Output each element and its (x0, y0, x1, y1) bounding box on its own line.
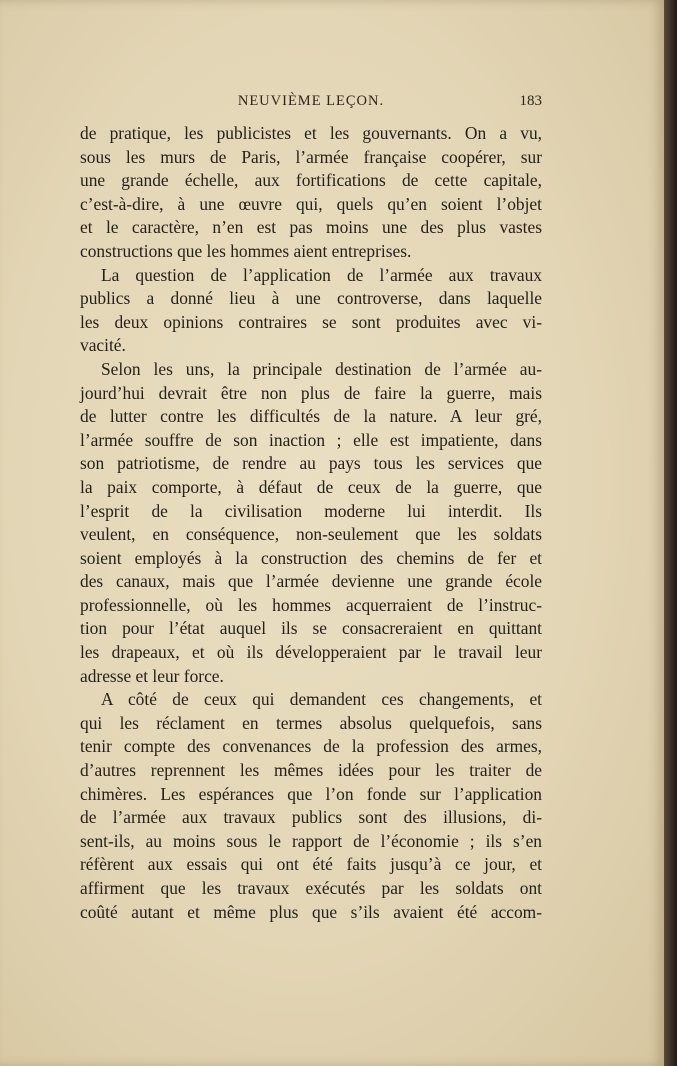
text-line: Selon les uns, la principale destination de l’armée au- (101, 358, 542, 379)
text-line: publics a donné lieu à une controverse, dans laquelle (80, 288, 542, 309)
text-line: les drapeaux, et où ils développeraient par le travail leur (80, 642, 542, 663)
text-line: tion pour l’état auquel ils se consacreraient en quittant (80, 618, 542, 639)
text-line: vacité. (80, 335, 126, 356)
text-line: de lutter contre les difficultés de la nature. A leur gré, (80, 406, 542, 427)
text-line: et le caractère, n’en est pas moins une des plus vastes (80, 217, 542, 238)
text-line: réfèrent aux essais qui ont été faits jusqu’à ce jour, et (80, 854, 542, 875)
text-line: professionnelle, où les hommes acquerraient de l’instruc- (80, 594, 542, 615)
text-line: de l’armée aux travaux publics sont des illusions, di- (80, 807, 542, 828)
paragraph (80, 358, 542, 688)
text-line: adresse et leur force. (80, 665, 224, 686)
text-line: jourd’hui devrait être non plus de faire la guerre, mais (80, 382, 542, 403)
text-line: l’esprit de la civilisation moderne lui interdit. Ils (80, 500, 542, 521)
text-line: soient employés à la construction des chemins de fer et (80, 547, 542, 568)
text-line: sous les murs de Paris, l’armée française coopérer, sur (80, 146, 542, 167)
text-line: affirment que les travaux exécutés par les soldats ont (80, 878, 542, 898)
text-line: tenir compte des convenances de la profession des armes, (80, 736, 542, 757)
page-number: 183 (519, 93, 542, 109)
running-head (80, 93, 542, 115)
page-edge (664, 0, 677, 1066)
text-line: A côté de ceux qui demandent ces changements, et (101, 689, 542, 710)
text-line: une grande échelle, aux fortifications de cette capitale, (80, 170, 542, 191)
paragraph (80, 122, 542, 264)
chapter-title: NEUVIÈME LEÇON. (237, 93, 385, 109)
text-line: son patriotisme, de rendre au pays tous les services que (80, 453, 542, 474)
text-line: les deux opinions contraires se sont produites avec vi- (80, 311, 542, 332)
text-line: chimères. Les espérances que l’on fonde sur l’application (80, 783, 542, 804)
text-line: constructions que les hommes aient entreprises. (80, 240, 412, 261)
paragraph (80, 264, 542, 358)
text-line: coûté autant et même plus que s’ils avaient été accom- (80, 901, 542, 922)
text-line: d’autres reprennent les mêmes idées pour les traiter de (80, 760, 542, 781)
text-line: de pratique, les publicistes et les gouvernants. On a vu, (80, 123, 542, 143)
text-line: des canaux, mais que l’armée devienne une grande école (80, 571, 542, 592)
text-line: qui les réclament en termes absolus quelquefois, sans (80, 712, 542, 733)
text-line: c’est-à-dire, à une œuvre qui, quels qu’en soient l’objet (80, 193, 542, 214)
body-text (80, 122, 542, 924)
paragraph (80, 688, 542, 924)
text-line: La question de l’application de l’armée aux travaux (101, 264, 542, 285)
text-line: la paix comporte, à défaut de ceux de la guerre, que (80, 476, 542, 497)
text-line: veulent, en conséquence, non-seulement que les soldats (80, 524, 542, 545)
text-line: l’armée souffre de son inaction ; elle est impatiente, dans (80, 429, 542, 450)
text-line: sent-ils, au moins sous le rapport de l’économie ; ils s’en (80, 830, 542, 851)
